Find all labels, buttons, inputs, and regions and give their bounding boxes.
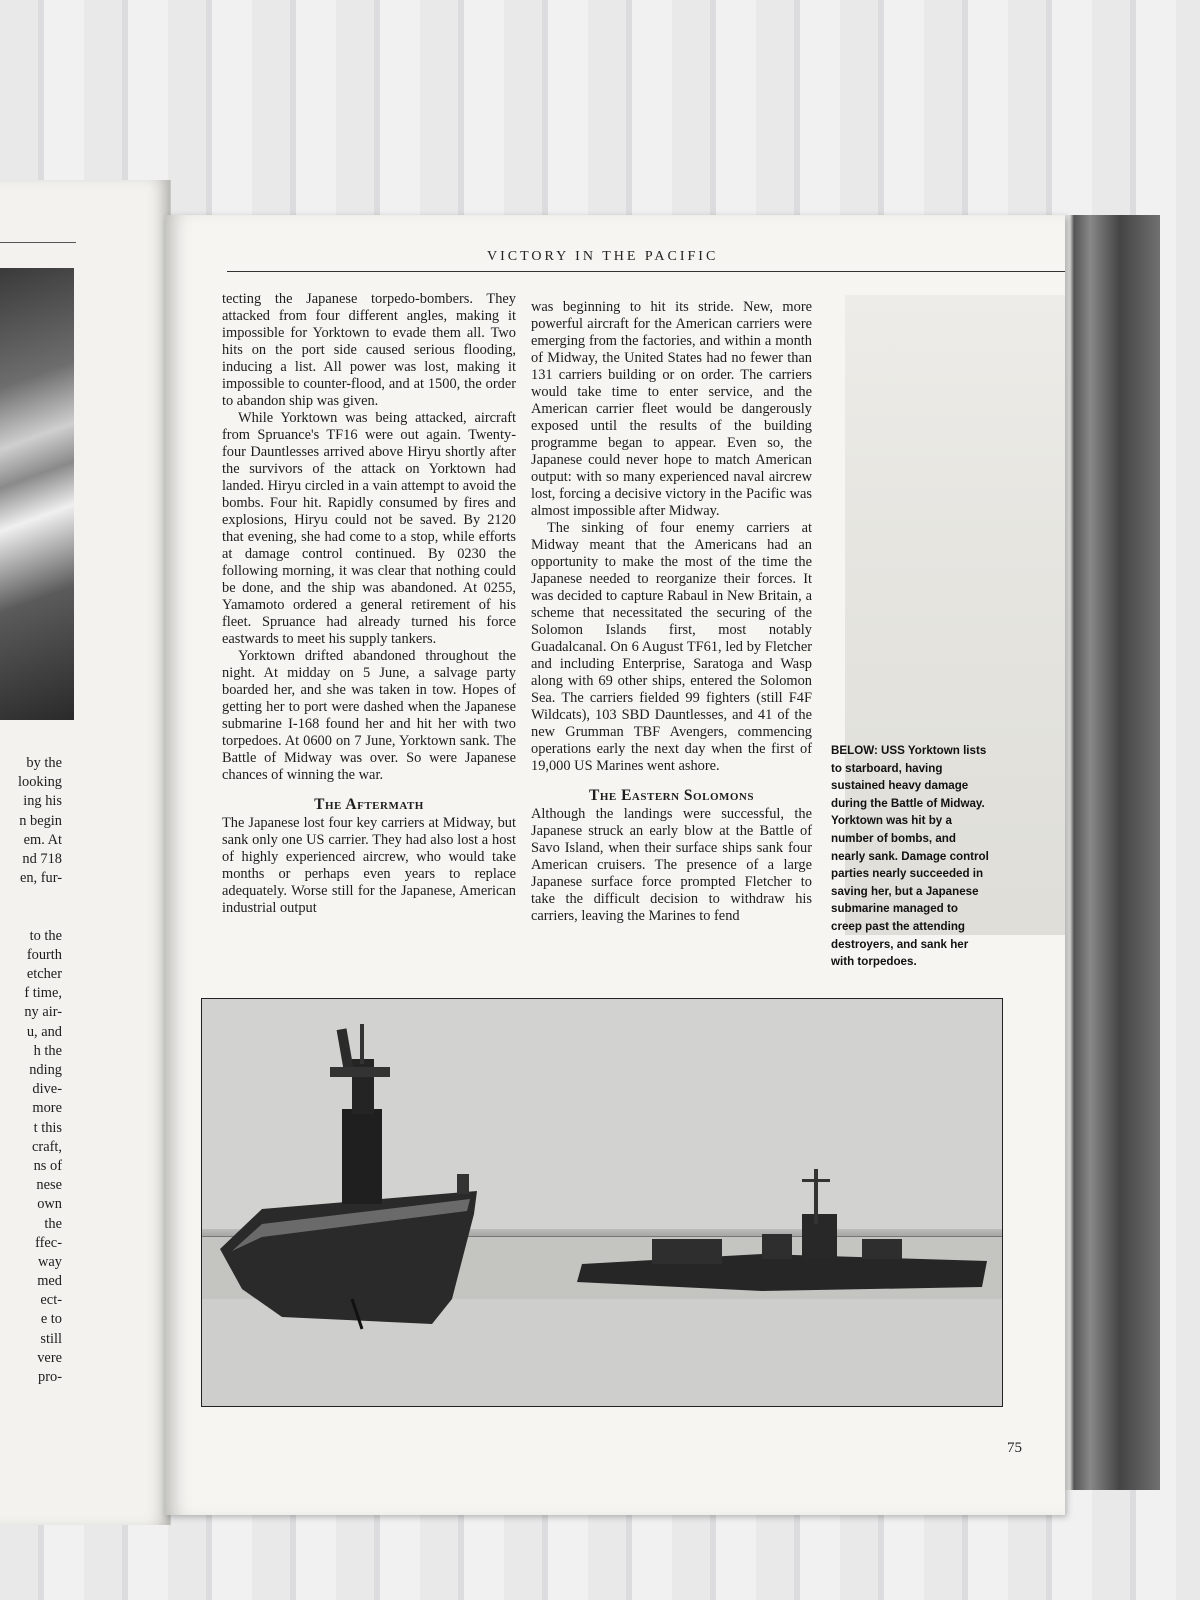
left-page-fragment: craft,	[32, 1138, 62, 1155]
left-page-fragment: by the	[26, 755, 62, 771]
left-page-photo	[0, 268, 74, 720]
section-heading-eastern-solomons: The Eastern Solomons	[588, 787, 754, 804]
paragraph: The sinking of four enemy carriers at Midway meant that the Americans had an opportunity to make the most of the time the Japanese needed to reorganize their forces. It was decided to capture Rabaul in New Britain, a scheme that necessitated the securing of the Solomon Islands first, most notably Guadalcanal. On 6 August TF61, led by Fletcher and including Enterprise, Saratoga and Wasp along with 69 other ships, entered the Solomon Sea. The carriers fielded 99 fighters (still F4F Wildcats), 103 SBD Dauntlesses, and 41 of the new Grumman TBF Avengers, commencing operations early the next day when the first of 19,000 US Marines went ashore.	[531, 520, 812, 774]
text-column-2	[531, 299, 812, 925]
left-page-fragment: nding	[29, 1062, 62, 1078]
left-page-fragment: pro-	[38, 1369, 62, 1385]
page-number: 75	[1007, 1440, 1022, 1456]
left-page-fragment: looking	[18, 774, 62, 791]
left-page-fragment: still	[40, 1330, 62, 1347]
left-page-rule	[0, 242, 76, 243]
photo-caption	[831, 742, 989, 971]
left-page-fragment: nd 718	[22, 850, 62, 867]
yorktown-photo	[201, 998, 1003, 1407]
paragraph: was beginning to hit its stride. New, more powerful aircraft for the American carriers were emerging from the factories, and within a month of Midway, the United States had no fewer than 131 carriers building or on order. The carriers would take time to enter service, and the American carrier fleet would be dangerously exposed until the results of the building programme began to appear. Even so, the Japanese could never hope to match American output: with so many experienced naval aircrew lost, forcing a decisive victory in the Pacific was almost impossible after Midway.	[531, 299, 812, 519]
left-page-fragment: ny air-	[24, 1004, 62, 1021]
left-page-fragment: way	[38, 1253, 62, 1270]
section-heading-aftermath: The Aftermath	[314, 796, 424, 813]
paragraph: Yorktown drifted abandoned throughout the night. At midday on 5 June, a salvage party boarded her, and she was taken in tow. Hopes of getting her to port were dashed when the Japanese submarine I-168 found her and hit her with two torpedoes. At 0600 on 7 June, Yorktown sank. The Battle of Midway was over. So were Japanese chances of winning the war.	[222, 648, 516, 783]
ships-illustration	[202, 999, 1002, 1406]
left-page-fragment: em. At	[23, 831, 62, 848]
left-page-fragment: ect-	[40, 1292, 62, 1309]
left-page-fragment: ns of	[33, 1157, 62, 1174]
left-page-fragment: the	[44, 1215, 62, 1232]
caption-lead: BELOW:	[831, 744, 878, 757]
paragraph: The Japanese lost four key carriers at Midway, but sank only one US carrier. They had also lost a host of highly experienced aircrew, who would take months or perhaps even years to replace adequately. Worse still for the Japanese, American industrial output	[222, 815, 516, 916]
left-page-text-fragments	[0, 754, 62, 1387]
left-page	[0, 180, 171, 1525]
left-page-fragment: med	[37, 1273, 62, 1290]
header-rule	[227, 271, 1065, 272]
left-page-fragment: e to	[40, 1311, 62, 1328]
paragraph: Although the landings were successful, the Japanese struck an early blow at the Battle of Savo Island, when their surface ships sank four American cruisers. The presence of a large Japanese surface force prompted Fletcher to take the difficult decision to withdraw his carriers, leaving the Marines to fend	[531, 806, 812, 924]
running-head: VICTORY IN THE PACIFIC	[487, 249, 719, 264]
right-page	[165, 215, 1065, 1515]
text-column-1	[222, 291, 516, 917]
book-edge	[1060, 215, 1160, 1490]
left-page-fragment: vere	[37, 1349, 62, 1366]
paragraph: While Yorktown was being attacked, aircraft from Spruance's TF16 were out again. Twenty-four Dauntlesses arrived above Hiryu shortly after the survivors of the attack on Yorktown had landed. Hiryu circled in a vain attempt to avoid the bombs. Four hit. Rapidly consumed by fires and explosions, Hiryu could not be saved. By 2120 that evening, she had come to a stop, while efforts at damage control continued. By 0230 the following morning, it was clear that nothing could be done, and the ship was abandoned. At 0255, Yamamoto ordered a general retirement of his fleet. Spruance had already turned his force eastwards to meet his supply tankers.	[222, 410, 516, 647]
left-page-fragment: ing his	[23, 793, 62, 810]
left-page-fragment: en, fur-	[19, 870, 62, 887]
left-page-fragment: u, and	[26, 1023, 62, 1040]
left-page-fragment	[0, 888, 62, 907]
left-page-fragment: f time,	[24, 985, 62, 1002]
caption-text: USS Yorktown lists to starboard, having sustained heavy damage during the Battle of Midway. Yorktown was hit by a number of bombs, and nearly sank. Damage control parties nearly succeeded in saving her, but a Japanese submarine managed to creep past the attending destroyers, and sank her with torpedoes.	[831, 744, 989, 969]
left-page-fragment: h the	[33, 1042, 62, 1059]
left-page-fragment: to the	[29, 927, 62, 944]
left-page-fragment: dive-	[32, 1081, 62, 1098]
left-page-fragment: more	[32, 1100, 62, 1117]
left-page-fragment: etcher	[26, 966, 62, 983]
left-page-fragment: fourth	[26, 946, 62, 963]
left-page-fragment: ffec-	[35, 1234, 62, 1251]
left-page-fragment	[0, 908, 62, 927]
left-page-fragment: t this	[33, 1119, 62, 1136]
left-page-fragment: n begin	[19, 812, 62, 829]
left-page-fragment: nese	[36, 1177, 62, 1194]
paragraph: tecting the Japanese torpedo-bombers. They attacked from four different angles, making it impossible for Yorktown to evade them all. Two hits on the port side caused serious flooding, inducing a list. All power was lost, making it impossible to counter-flood, and at 1500, the order to abandon ship was given.	[222, 291, 516, 409]
left-page-fragment: own	[37, 1196, 62, 1213]
